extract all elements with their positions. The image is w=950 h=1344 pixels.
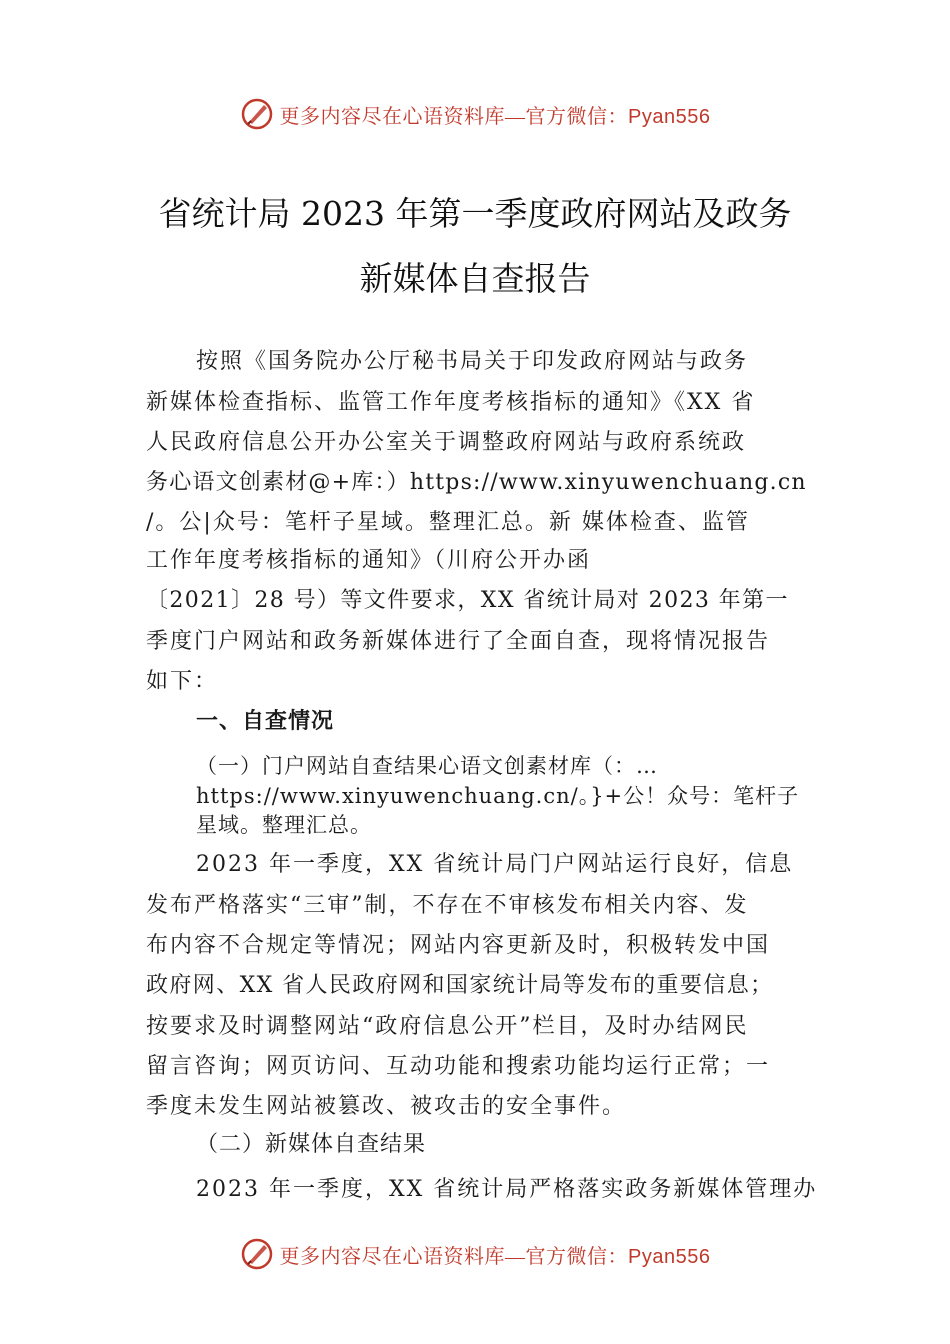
paragraph-line: 务心语文创素材@+库：）https://www.xinyuwenchuang.cn xyxy=(146,470,807,495)
paragraph-line: 2023 年一季度，XX 省统计局严格落实政务新媒体管理办 xyxy=(196,1177,818,1202)
banner-text: 更多内容尽在心语资料库—官方微信：Pyan556 xyxy=(279,105,711,128)
wechat-handle: Pyan556 xyxy=(628,1245,711,1268)
paragraph-line: 季度未发生网站被篡改、被攻击的安全事件。 xyxy=(146,1094,627,1119)
wechat-handle: Pyan556 xyxy=(628,105,711,128)
paragraph-line: 2023 年一季度，XX 省统计局门户网站运行良好，信息 xyxy=(196,852,794,877)
subsection-heading-line: https://www.xinyuwenchuang.cn/。}+公！众号：笔杆子 xyxy=(196,784,800,808)
banner-text: 更多内容尽在心语资料库—官方微信：Pyan556 xyxy=(279,1245,711,1268)
paragraph-line: 政府网、XX 省人民政府网和国家统计局等发布的重要信息； xyxy=(146,973,774,998)
paragraph-line: 〔2021〕28 号）等文件要求，XX 省统计局对 2023 年第一 xyxy=(146,588,789,613)
subsection-heading: （二）新媒体自查结果 xyxy=(196,1132,427,1157)
quill-logo-icon xyxy=(240,1237,274,1271)
page-title-line-2: 新媒体自查报告 xyxy=(359,259,591,298)
paragraph-line: 人民政府信息公开办公室关于调整政府网站与政府系统政 xyxy=(146,430,747,455)
paragraph-line: /。公|众号：笔杆子星域。整理汇总。新 媒体检查、监管 xyxy=(146,510,750,535)
paragraph-line: 按要求及时调整网站“政府信息公开”栏目，及时办结网民 xyxy=(146,1014,749,1039)
subsection-heading-line: 星域。整理汇总。 xyxy=(196,813,372,837)
paragraph-line: 季度门户网站和政务新媒体进行了全面自查，现将情况报告 xyxy=(146,629,771,654)
page-title-line-1: 省统计局 2023 年第一季度政府网站及政务 xyxy=(158,194,792,233)
header-banner xyxy=(0,94,950,134)
paragraph-line: 工作年度考核指标的通知》（川府公开办函 xyxy=(146,548,592,573)
paragraph-line: 布内容不合规定等情况；网站内容更新及时，积极转发中国 xyxy=(146,933,771,958)
paragraph-line: 新媒体检查指标、监管工作年度考核指标的通知》《XX 省 xyxy=(146,390,756,415)
subsection-heading-line: （一）门户网站自查结果心语文创素材库（：… xyxy=(196,754,658,778)
paragraph-line: 如下： xyxy=(146,669,219,694)
section-heading: 一、自查情况 xyxy=(196,709,335,734)
paragraph-line: 按照《国务院办公厅秘书局关于印发政府网站与政务 xyxy=(196,349,749,374)
footer-banner xyxy=(0,1234,950,1274)
paragraph-line: 留言咨询；网页访问、互动功能和搜索功能均运行正常；一 xyxy=(146,1054,771,1079)
paragraph-line: 发布严格落实“三审”制，不存在不审核发布相关内容、发 xyxy=(146,893,749,918)
quill-logo-icon xyxy=(240,97,274,131)
